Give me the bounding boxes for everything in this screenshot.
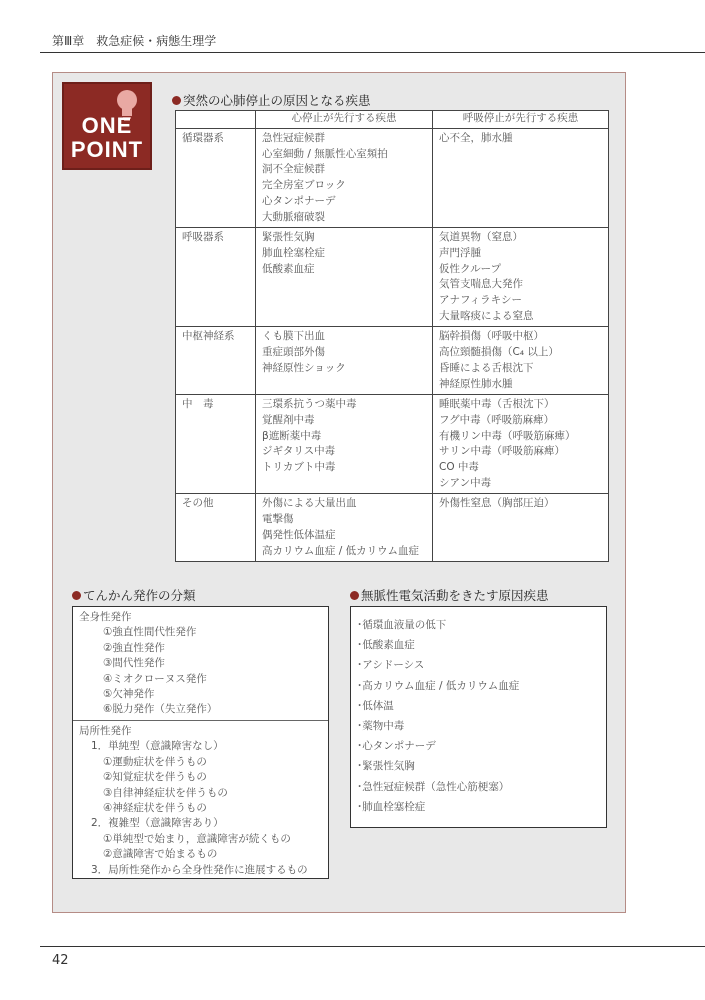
generalized-item: ④ミオクローヌス発作 — [103, 672, 207, 685]
respiratory-cell — [433, 395, 609, 494]
row-category: 呼吸器系 — [176, 228, 256, 327]
focal-item: 1．単純型（意識障害なし） — [91, 740, 224, 753]
focal-item: ②知覚症状を伴うもの — [103, 771, 207, 784]
respiratory-item: 大量喀痰による窒息 — [439, 309, 534, 322]
focal-item: ④神経症状を伴うもの — [103, 802, 207, 815]
respiratory-cell — [433, 228, 609, 327]
focal-item: 2．複雑型（意識障害あり） — [91, 817, 224, 830]
cardiac-cell — [256, 494, 433, 562]
focal-seizures — [73, 720, 328, 881]
respiratory-item: シアン中毒 — [439, 476, 492, 489]
pea-cause-item: ･緊張性気胸 — [357, 760, 415, 773]
cardiac-cell — [256, 228, 433, 327]
focal-item: ②意識障害で始まるもの — [103, 848, 218, 861]
cardiac-item: くも膜下出血 — [262, 330, 325, 343]
cardiac-item: 心タンポナーデ — [262, 194, 336, 207]
respiratory-item: 外傷性窒息（胸部圧迫） — [439, 497, 555, 510]
cardiac-item: 神経原性ショック — [262, 361, 346, 374]
table-row — [176, 494, 609, 562]
table-row — [176, 228, 609, 327]
logo-line-1: ONE — [81, 113, 133, 138]
table-row — [176, 129, 609, 228]
column-header: 呼吸停止が先行する疾患 — [433, 111, 609, 129]
respiratory-item: 声門浮腫 — [439, 246, 481, 259]
generalized-item: ②強直性発作 — [103, 641, 165, 654]
respiratory-cell — [433, 327, 609, 395]
cardiac-item: 高カリウム血症 / 低カリウム血症 — [262, 544, 420, 557]
pea-cause-item: ･心タンポナーデ — [357, 740, 436, 753]
cardiac-item: 覚醒剤中毒 — [262, 413, 315, 426]
pea-cause-item: ･低酸素血症 — [357, 639, 415, 652]
row-category: 中枢神経系 — [176, 327, 256, 395]
chapter-header: 第Ⅲ章 救急症候・病態生理学 — [52, 34, 217, 48]
row-category: 循環器系 — [176, 129, 256, 228]
header-rule — [40, 52, 705, 53]
respiratory-item: CO 中毒 — [439, 461, 479, 474]
focal-item: ①単純型で始まり，意識障害が続くもの — [103, 832, 291, 845]
page-number: 42 — [52, 953, 69, 968]
respiratory-item: 昏睡による舌根沈下 — [439, 361, 534, 374]
respiratory-item: 心不全，肺水腫 — [439, 132, 513, 144]
cardiac-item: β遮断薬中毒 — [262, 429, 322, 442]
row-category: 中 毒 — [176, 395, 256, 494]
logo-line-2: POINT — [70, 137, 144, 162]
respiratory-item: 気管支喘息大発作 — [439, 278, 523, 291]
cardiac-item: 大動脈瘤破裂 — [262, 210, 325, 223]
pea-cause-item: ･アシドーシス — [357, 659, 425, 672]
pea-cause-item: ･高カリウム血症 / 低カリウム血症 — [357, 679, 520, 692]
respiratory-item: サリン中毒（呼吸筋麻痺） — [439, 445, 565, 458]
respiratory-cell — [433, 129, 609, 228]
focal-item: 3．局所性発作から全身性発作に進展するもの — [91, 863, 308, 876]
generalized-item: ③間代性発作 — [103, 657, 165, 670]
respiratory-item: 仮性クループ — [439, 262, 502, 275]
cardiac-item: 重症頭部外傷 — [262, 346, 325, 359]
generalized-item: ⑤欠神発作 — [103, 688, 155, 701]
cardiac-item: ジギタリス中毒 — [262, 445, 336, 458]
one-point-logo — [62, 82, 152, 170]
table-row — [176, 395, 609, 494]
respiratory-item: 有機リン中毒（呼吸筋麻痺） — [439, 429, 576, 442]
cardiac-cell — [256, 129, 433, 228]
respiratory-item: 高位頸髄損傷（C₄ 以上） — [439, 346, 559, 359]
pea-section-title: 無脈性電気活動をきたす原因疾患 — [350, 586, 549, 604]
generalized-item: ①強直性間代性発作 — [103, 626, 197, 639]
column-header — [176, 111, 256, 129]
pea-cause-item: ･薬物中毒 — [357, 720, 405, 733]
respiratory-item: フグ中毒（呼吸筋麻痺） — [439, 413, 555, 426]
footer-rule — [40, 946, 705, 947]
generalized-item: ⑥脱力発作（失立発作） — [103, 703, 218, 716]
respiratory-item: アナフィラキシー — [439, 294, 523, 307]
pea-cause-item: ･急性冠症候群（急性心筋梗塞） — [357, 780, 510, 793]
epilepsy-box — [72, 606, 329, 879]
cardiac-item: 三環系抗うつ薬中毒 — [262, 398, 357, 411]
focal-item: ③自律神経症状を伴うもの — [103, 786, 228, 799]
epilepsy-section-title: てんかん発作の分類 — [72, 586, 196, 604]
pea-box — [350, 606, 607, 828]
bullet-icon — [72, 591, 81, 600]
respiratory-item: 脳幹損傷（呼吸中枢） — [439, 330, 544, 343]
pea-cause-item: ･肺血栓塞栓症 — [357, 800, 426, 813]
cardiac-item: 電撃傷 — [262, 513, 294, 526]
cardiac-item: 緊張性気胸 — [262, 231, 315, 244]
cardiac-item: 低酸素血症 — [262, 262, 315, 275]
cardiac-cell — [256, 327, 433, 395]
bullet-icon — [172, 96, 181, 105]
cardiac-item: 偶発性低体温症 — [262, 528, 336, 541]
respiratory-item: 気道異物（窒息） — [439, 231, 523, 244]
cardiac-item: トリカブト中毒 — [262, 461, 336, 474]
column-header: 心停止が先行する疾患 — [256, 111, 433, 129]
generalized-heading: 全身性発作 — [79, 611, 132, 623]
cardiac-item: 外傷による大量出血 — [262, 497, 357, 510]
cardiac-item: 洞不全症候群 — [262, 163, 325, 176]
pea-cause-item: ･低体温 — [357, 699, 394, 712]
cardiac-item: 急性冠症候群 — [262, 132, 325, 144]
cardiac-item: 肺血栓塞栓症 — [262, 246, 325, 259]
cardiac-cell — [256, 395, 433, 494]
cardiac-arrest-causes-table — [175, 110, 609, 562]
respiratory-item: 睡眠薬中毒（舌根沈下） — [439, 398, 555, 411]
respiratory-item: 神経原性肺水腫 — [439, 377, 513, 390]
cardiac-item: 完全房室ブロック — [262, 179, 346, 192]
focal-heading: 局所性発作 — [79, 725, 132, 737]
pea-cause-item: ･循環血液量の低下 — [357, 619, 447, 631]
table-row — [176, 327, 609, 395]
generalized-seizures — [73, 607, 328, 720]
bullet-icon — [350, 591, 359, 600]
table-section-title: 突然の心肺停止の原因となる疾患 — [172, 91, 371, 109]
row-category: その他 — [176, 494, 256, 562]
cardiac-item: 心室細動 / 無脈性心室頻拍 — [262, 147, 388, 160]
focal-item: ①運動症状を伴うもの — [103, 755, 207, 768]
respiratory-cell — [433, 494, 609, 562]
